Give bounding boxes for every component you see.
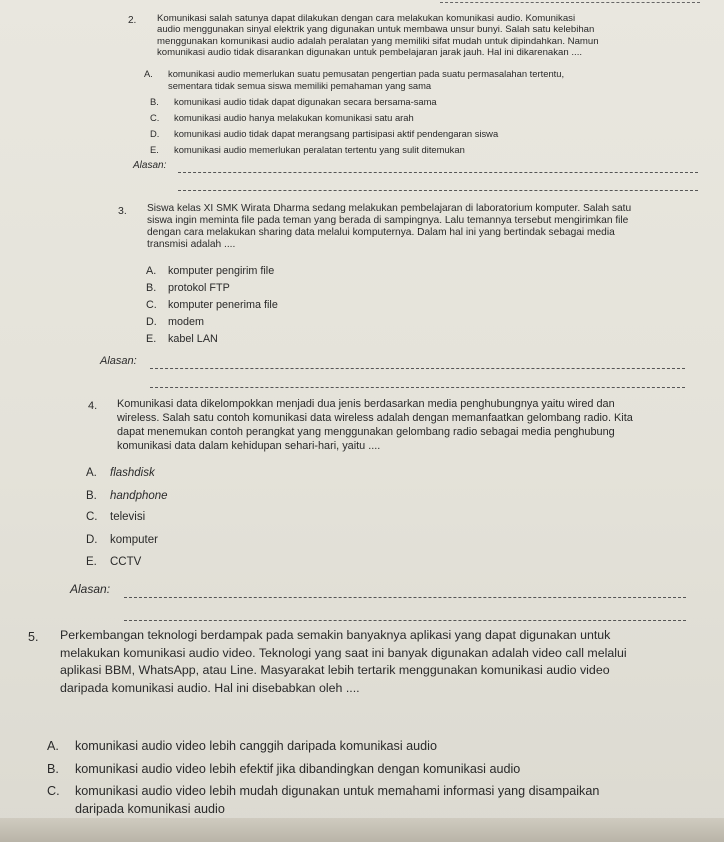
question-line: Perkembangan teknologi berdampak pada semakin banyaknya aplikasi yang dapat digunakan untuk [60, 628, 611, 642]
option-text: komunikasi audio tidak dapat merangsang partisipasi aktif pendengaran siswa [174, 128, 499, 139]
question-line: komunikasi data dalam kehidupan sehari-hari, yaitu .... [117, 439, 381, 452]
answer-line[interactable] [124, 597, 686, 598]
option-letter: B. [146, 282, 157, 294]
alasan-label: Alasan: [133, 160, 167, 171]
option-text: komunikasi audio memerlukan peralatan tertentu yang sulit ditemukan [174, 144, 465, 155]
option-text: komunikasi audio video lebih efektif jika dibandingkan dengan komunikasi audio [75, 762, 521, 776]
question-number: 2. [128, 15, 137, 26]
option-letter: B. [86, 490, 97, 502]
question-text [117, 398, 633, 454]
question-line: Komunikasi salah satunya dapat dilakukan dengan cara melakukan komunikasi audio. Komunikasi [157, 13, 576, 24]
option-text: sementara tidak semua siswa memiliki pemahaman yang sama [168, 80, 432, 91]
option-text: komunikasi audio hanya melakukan komunikasi satu arah [174, 112, 414, 123]
answer-line[interactable] [124, 620, 686, 621]
question-line: dapat menemukan contoh perangkat yang menggunakan gelombang radio sebagai media penghubung [117, 425, 615, 438]
option-text: daripada komunikasi audio [75, 802, 225, 816]
question-line: Siswa kelas XI SMK Wirata Dharma sedang melakukan pembelajaran di laboratorium komputer. Salah satu [147, 203, 632, 214]
option-letter: D. [150, 128, 160, 139]
option-text: CCTV [110, 556, 142, 568]
option-text: flashdisk [110, 467, 155, 479]
alasan-label: Alasan: [70, 582, 111, 596]
option-text: modem [168, 316, 205, 328]
answer-line[interactable] [150, 368, 685, 369]
option-letter: E. [146, 333, 157, 345]
option-letter: E. [150, 144, 159, 155]
option-letter: A. [86, 467, 97, 479]
question-line: audio menggunakan sinyal elektrik yang digunakan untuk membawa unsur bunyi. Salah satu kelebihan [157, 24, 595, 36]
question-line: menggunakan komunikasi audio adalah peralatan yang memiliki sifat mudah untuk dipindahkan. Namun [157, 35, 599, 47]
question-number: 3. [118, 205, 127, 217]
option-letter: A. [144, 68, 153, 79]
alasan-label: Alasan: [100, 355, 137, 367]
option-letter: A. [146, 265, 157, 277]
option-text: komputer penerima file [168, 299, 278, 311]
answer-line[interactable] [178, 172, 698, 173]
option-letter: B. [47, 762, 59, 776]
question-line: Komunikasi data dikelompokkan menjadi dua jenis berdasarkan media penghubungnya yaitu wired dan [117, 398, 615, 410]
option-letter: D. [86, 534, 98, 546]
answer-line[interactable] [178, 190, 698, 191]
option-letter: A. [47, 739, 59, 753]
question-text [147, 203, 631, 251]
question-text [157, 13, 599, 58]
question-line: komunikasi audio tidak disarankan digunakan untuk pembelajaran jarak jauh. Hal ini dikarenakan .... [157, 46, 583, 58]
question-line: daripada komunikasi audio. Hal ini disebabkan oleh .... [60, 680, 360, 695]
question-number: 5. [28, 630, 39, 644]
question-number: 4. [88, 400, 98, 412]
page-bottom-edge [0, 818, 724, 842]
question-line: siswa ingin meminta file pada teman yang berada di sampingnya. Lalu temannya tersebut mengirimkan file [147, 215, 629, 227]
question-line: melakukan komunikasi audio video. Teknologi yang saat ini banyak digunakan adalah video call melalui [60, 645, 627, 660]
option-letter: C. [86, 511, 98, 523]
top-dotted-line [440, 2, 700, 3]
option-text: komunikasi audio video lebih mudah digunakan untuk memahami informasi yang disampaikan [75, 784, 600, 798]
option-letter: E. [86, 556, 97, 568]
option-text: komputer [110, 534, 158, 546]
option-text: protokol FTP [168, 282, 230, 294]
option-text: kabel LAN [168, 333, 218, 345]
answer-line[interactable] [150, 387, 685, 388]
option-text: televisi [110, 511, 146, 523]
option-letter: C. [150, 112, 160, 123]
question-line: dengan cara melakukan sharing data melalui komputernya. Dalam hal ini yang bertindak sebagai media [147, 227, 615, 239]
option-text: komunikasi audio tidak dapat digunakan secara bersama-sama [174, 96, 437, 107]
option-letter: B. [150, 96, 159, 107]
option-letter: C. [146, 299, 157, 311]
question-line: wireless. Salah satu contoh komunikasi data wireless adalah dengan memanfaatkan gelombang radio. Kita [117, 411, 633, 424]
question-line: aplikasi BBM, WhatsApp, atau Line. Masyarakat lebih tertarik menggunakan komunikasi audio video [60, 663, 610, 678]
option-letter: C. [47, 784, 60, 798]
option-text: komunikasi audio memerlukan suatu pemusatan pengertian pada suatu permasalahan tertentu, [168, 68, 565, 79]
option-letter: D. [146, 316, 157, 328]
question-line: transmisi adalah .... [147, 239, 236, 251]
option-text: handphone [110, 490, 168, 502]
question-text [60, 627, 627, 697]
option-text: komputer pengirim file [168, 265, 275, 277]
option-text: komunikasi audio video lebih canggih daripada komunikasi audio [75, 739, 437, 753]
